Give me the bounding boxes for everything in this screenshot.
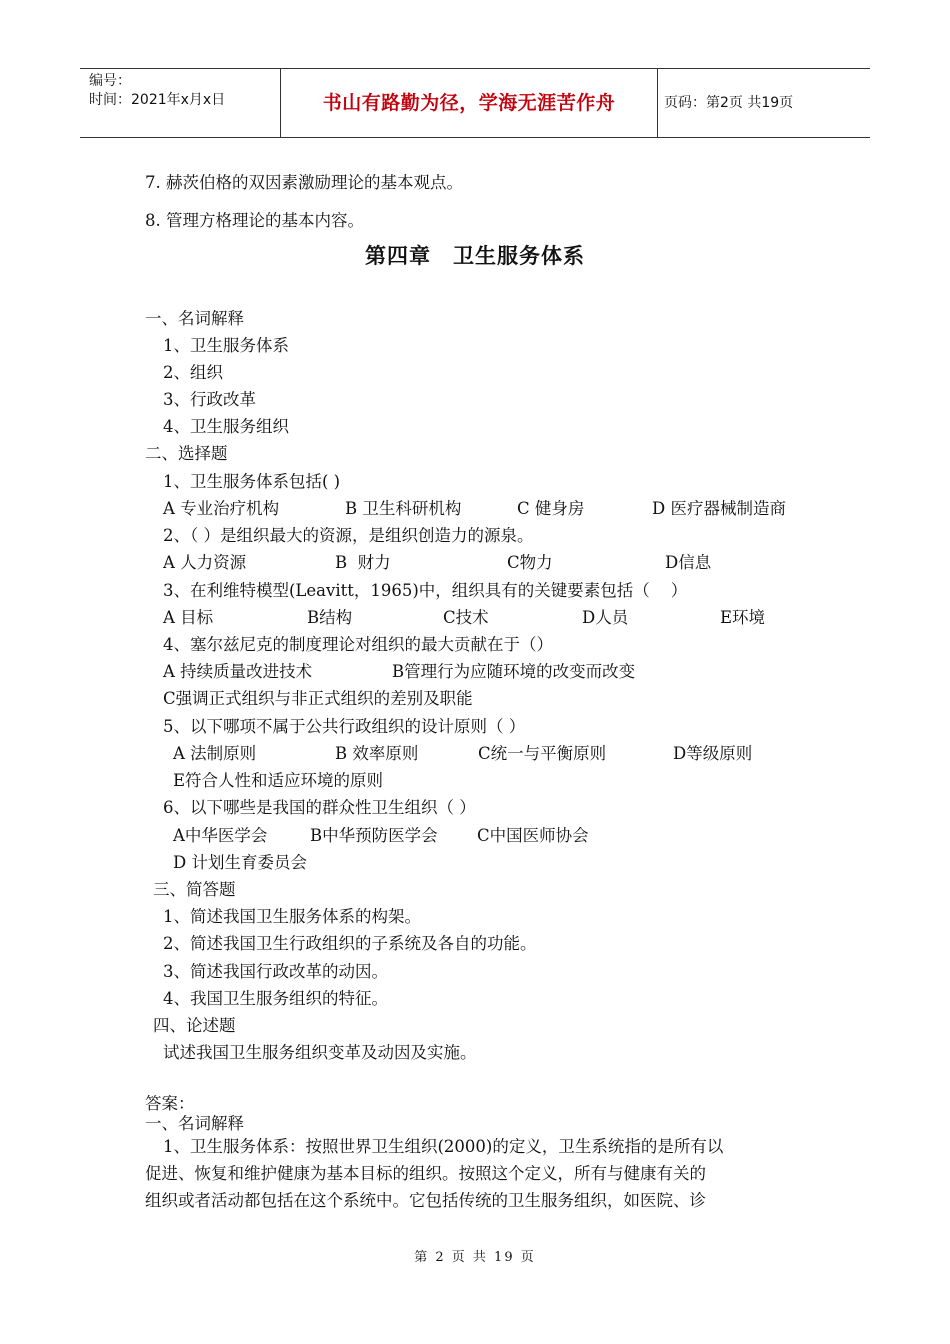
option: C统一与平衡原则 xyxy=(478,744,607,763)
question-1: 1、卫生服务体系包括( ) xyxy=(163,472,341,491)
term-item: 4、卫生服务组织 xyxy=(163,417,289,436)
option: B 卫生科研机构 xyxy=(345,499,462,518)
page-footer: 第 2 页 共 19 页 xyxy=(414,1250,536,1265)
option: B管理行为应随环境的改变而改变 xyxy=(392,662,636,681)
section-heading-terms: 一、名词解释 xyxy=(145,309,244,328)
option: A 人力资源 xyxy=(163,553,247,572)
answers-heading: 一、名词解释 xyxy=(145,1114,244,1133)
option: E符合人性和适应环境的原则 xyxy=(173,771,384,790)
intro-item-7: 7. 赫茨伯格的双因素激励理论的基本观点。 xyxy=(145,173,463,192)
question-6: 6、以下哪些是我国的群众性卫生组织（ ） xyxy=(163,798,476,817)
option: E环境 xyxy=(720,608,766,627)
option: D人员 xyxy=(582,608,629,627)
option: A 专业治疗机构 xyxy=(163,499,280,518)
option: D信息 xyxy=(665,553,712,572)
option: C中国医师协会 xyxy=(477,826,589,845)
option: D 计划生育委员会 xyxy=(173,853,307,872)
short-answer-item: 2、简述我国卫生行政组织的子系统及各自的功能。 xyxy=(163,934,537,953)
option: A中华医学会 xyxy=(173,826,268,845)
option: A 法制原则 xyxy=(173,744,257,763)
intro-item-8: 8. 管理方格理论的基本内容。 xyxy=(145,211,364,230)
term-item: 1、卫生服务体系 xyxy=(163,336,289,355)
option: C物力 xyxy=(507,553,553,572)
section-heading-choice: 二、选择题 xyxy=(145,444,228,463)
option: B中华预防医学会 xyxy=(310,826,438,845)
question-2: 2、（ ）是组织最大的资源，是组织创造力的源泉。 xyxy=(163,526,534,545)
motto: 书山有路勤为径，学海无涯苦作舟 xyxy=(322,92,616,114)
option: B 效率原则 xyxy=(335,744,419,763)
option: C 健身房 xyxy=(517,499,585,518)
time-label: 时间：2021年x月x日 xyxy=(89,92,226,108)
term-item: 3、行政改革 xyxy=(163,390,256,409)
section-heading-essay: 四、论述题 xyxy=(153,1016,236,1035)
header-meta xyxy=(80,69,281,137)
essay-item: 试述我国卫生服务组织变革及动因及实施。 xyxy=(163,1043,477,1062)
header-page-cell xyxy=(658,69,870,137)
header-motto-cell xyxy=(281,69,658,137)
question-5: 5、以下哪项不属于公共行政组织的设计原则（ ） xyxy=(163,717,526,736)
term-item: 2、组织 xyxy=(163,363,223,382)
answers-label: 答案： xyxy=(145,1094,195,1113)
number-label: 编号： xyxy=(89,73,131,89)
option: C强调正式组织与非正式组织的差别及职能 xyxy=(163,689,473,708)
option: B结构 xyxy=(307,608,353,627)
page-header xyxy=(80,68,870,138)
question-3: 3、在利维特模型(Leavitt，1965)中，组织具有的关键要素包括（ ） xyxy=(163,581,688,600)
option: C技术 xyxy=(443,608,489,627)
short-answer-item: 3、简述我国行政改革的动因。 xyxy=(163,962,388,981)
option: B 财力 xyxy=(335,553,391,572)
question-4: 4、塞尔兹尼克的制度理论对组织的最大贡献在于（） xyxy=(163,635,553,654)
short-answer-item: 4、我国卫生服务组织的特征。 xyxy=(163,989,388,1008)
page-info: 页码：第2页 共19页 xyxy=(664,95,794,111)
answer-line: 组织或者活动都包括在这个系统中。它包括传统的卫生服务组织，如医院、诊 xyxy=(145,1191,706,1210)
option: A 持续质量改进技术 xyxy=(163,662,313,681)
answer-line: 促进、恢复和维护健康为基本目标的组织。按照这个定义，所有与健康有关的 xyxy=(145,1164,706,1183)
answer-line: 1、卫生服务体系：按照世界卫生组织(2000)的定义，卫生系统指的是所有以 xyxy=(163,1137,724,1156)
option: D等级原则 xyxy=(673,744,753,763)
option: D 医疗器械制造商 xyxy=(652,499,786,518)
option: A 目标 xyxy=(163,608,214,627)
chapter-title: 第四章 卫生服务体系 xyxy=(365,244,585,268)
section-heading-short-answer: 三、简答题 xyxy=(153,880,236,899)
short-answer-item: 1、简述我国卫生服务体系的构架。 xyxy=(163,907,421,926)
